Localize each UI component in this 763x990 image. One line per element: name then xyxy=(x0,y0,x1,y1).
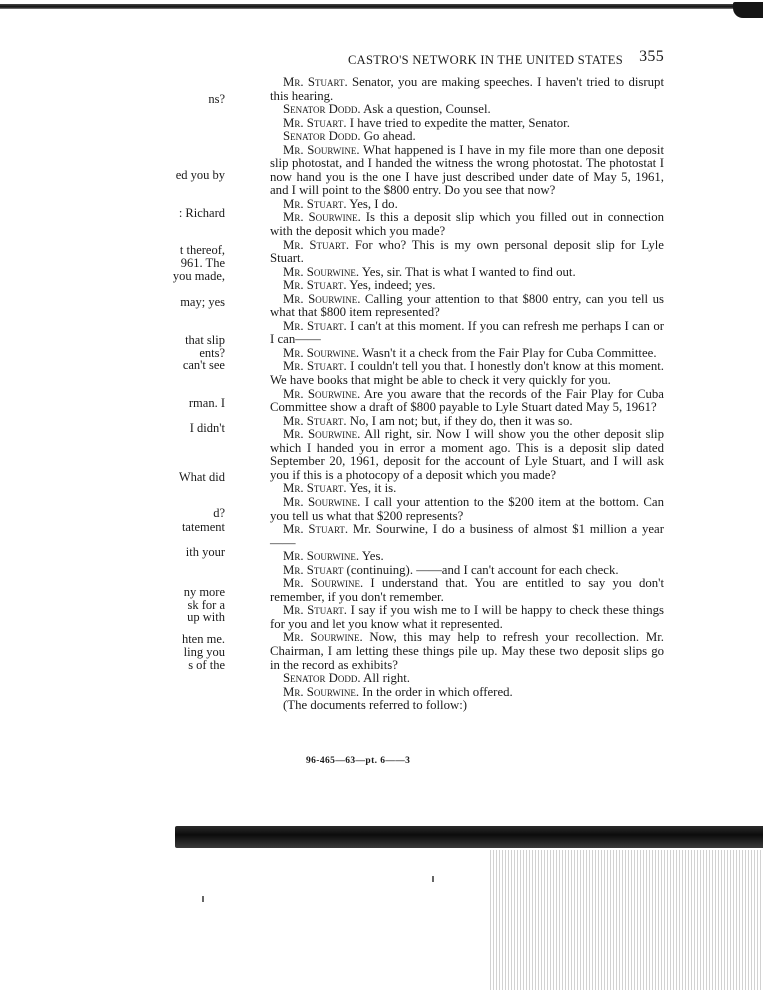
speech-text: No, I am not; but, if they do, then it was so. xyxy=(346,413,573,428)
speaker-name: Mr. Stuart xyxy=(283,562,344,577)
speaker-name: Mr. Stuart. xyxy=(283,413,347,428)
facing-page-fragment: s of the xyxy=(188,658,225,672)
transcript-paragraph xyxy=(270,604,664,631)
speech-text: (continuing). ——and I can't account for each check. xyxy=(343,562,619,577)
transcript-paragraph xyxy=(270,320,664,347)
transcript-paragraph xyxy=(270,266,664,280)
speech-text: Yes, indeed; yes. xyxy=(346,278,436,293)
speaker-name: Senator Dodd. xyxy=(283,129,361,144)
facing-page-fragment: that slip xyxy=(185,333,225,347)
speaker-name: Mr. Stuart. xyxy=(283,237,350,252)
facing-page-fragment: ny more xyxy=(183,585,225,599)
facing-page-fragment: ling you xyxy=(183,645,225,659)
speaker-name: Mr. Sourwine. xyxy=(283,549,360,564)
speech-text: Is this a deposit slip which you filled out in connection with the deposit which you made? xyxy=(270,210,665,239)
transcript-paragraph xyxy=(270,388,664,415)
speech-text: All right, sir. Now I will show you the other deposit slip which I handed you in error a moment ago. This is a deposit slip dated September 20, 1961, deposit for the account of Lyle Stuart, and I will ask you if this is a photocopy of a deposit which you made? xyxy=(270,427,665,482)
scan-bottom-band xyxy=(175,826,763,848)
speech-text: All right. xyxy=(360,671,411,686)
scan-corner-blot xyxy=(733,2,763,18)
facing-page-fragment: can't see xyxy=(182,358,225,372)
speech-text: Are you aware that the records of the Fair Play for Cuba Committee show a draft of $800 payable to Lyle Stuart dated May 5, 1961? xyxy=(270,386,664,415)
scan-top-rule xyxy=(0,4,740,9)
speech-text: Wasn't it a check from the Fair Play for Cuba Committee. xyxy=(359,345,657,360)
facing-page-fragment: ns? xyxy=(208,92,225,106)
speech-text: Yes. xyxy=(359,549,384,564)
speech-text: I can't at this moment. If you can refresh me perhaps I can or I can—— xyxy=(270,318,664,347)
speaker-name: Mr. Sourwine. xyxy=(283,427,361,442)
speech-text: I understand that. You are entitled to say you don't remember, if you don't remember. xyxy=(270,576,665,604)
running-title: CASTRO'S NETWORK IN THE UNITED STATES xyxy=(348,53,623,67)
speaker-name: Mr. Sourwine. xyxy=(283,494,361,509)
speaker-name: Mr. Sourwine. xyxy=(283,576,364,591)
transcript-paragraph xyxy=(270,103,664,117)
print-code: 96-465—63—pt. 6——3 xyxy=(306,756,411,766)
speaker-name: Mr. Stuart. xyxy=(283,278,347,293)
transcript-paragraph xyxy=(270,428,664,482)
speech-text: Ask a question, Counsel. xyxy=(360,102,491,117)
speech-text: Yes, sir. That is what I wanted to find out. xyxy=(359,264,576,279)
speaker-name: Mr. Stuart. xyxy=(283,196,347,211)
speaker-name: Mr. Stuart. xyxy=(283,359,347,374)
transcript-paragraph xyxy=(270,496,664,523)
facing-page-fragment: t thereof, xyxy=(179,243,225,257)
transcript-paragraph xyxy=(270,130,664,144)
speaker-name: Senator Dodd. xyxy=(283,102,361,117)
transcript-paragraph xyxy=(270,550,664,564)
speaker-name: Mr. Sourwine. xyxy=(283,264,360,279)
facing-page-fragment: I didn't xyxy=(189,421,225,435)
speech-text: Now, this may help to refresh your recollection. Mr. Chairman, I am letting these things pile up. May these two deposit slips go in the record as exhibits? xyxy=(270,630,664,672)
transcript-paragraph xyxy=(270,672,664,686)
speaker-name: Mr. Sourwine. xyxy=(283,386,361,401)
transcript-paragraph xyxy=(270,198,664,212)
facing-page-fragment: you made, xyxy=(172,269,225,283)
facing-page-fragment: 961. The xyxy=(180,256,225,270)
facing-page-fragment: rman. I xyxy=(188,396,225,410)
speaker-name: Mr. Stuart. xyxy=(283,318,347,333)
speech-text: I call your attention to the $200 item at the bottom. Can you tell us what that $200 represents? xyxy=(270,494,664,523)
scan-noise xyxy=(490,850,763,990)
transcript-paragraph xyxy=(270,686,664,700)
speech-text: Yes, I do. xyxy=(346,196,398,211)
scan-speck xyxy=(432,876,434,882)
speech-text: I say if you wish me to I will be happy to check these things for you and let you know what it represented. xyxy=(270,603,664,631)
speech-text: (The documents referred to follow:) xyxy=(283,698,468,713)
speech-text: In the order in which offered. xyxy=(359,684,513,699)
facing-page-fragment: d? xyxy=(213,506,225,520)
speech-text: For who? This is my own personal deposit slip for Lyle Stuart. xyxy=(270,237,664,266)
transcript-paragraph xyxy=(270,239,664,266)
transcript-paragraph xyxy=(270,577,664,604)
transcript-paragraph xyxy=(270,631,664,672)
hearing-transcript-body xyxy=(270,76,664,713)
speech-text: I couldn't tell you that. I honestly don't know at this moment. We have books that might be able to check it very quickly for you. xyxy=(270,359,664,388)
speech-text: Senator, you are making speeches. I haven't tried to disrupt this hearing. xyxy=(270,75,664,103)
speaker-name: Mr. Sourwine. xyxy=(283,291,361,306)
transcript-paragraph xyxy=(270,699,664,713)
facing-page-fragment: What did xyxy=(178,470,225,484)
transcript-paragraph xyxy=(270,482,664,496)
transcript-paragraph xyxy=(270,76,664,103)
speaker-name: Mr. Sourwine. xyxy=(283,345,360,360)
speech-text: Calling your attention to that $800 entry, can you tell us what that $800 item represented? xyxy=(270,291,664,320)
speaker-name: Mr. Sourwine. xyxy=(283,630,363,645)
facing-page-fragment: : Richard xyxy=(178,206,225,220)
transcript-paragraph xyxy=(270,279,664,293)
speech-text: What happened is I have in my file more than one deposit slip photostat, and I handed the witness the wrong photostat. The photostat I now hand you is the one I have just described under date of May 5, 1961, and I will point to the $800 entry. Do you see that now? xyxy=(270,142,664,198)
transcript-paragraph xyxy=(270,564,664,578)
transcript-paragraph xyxy=(270,415,664,429)
speech-text: Mr. Sourwine, I do a business of almost $1 million a year—— xyxy=(270,522,664,550)
transcript-paragraph xyxy=(270,211,664,238)
facing-page-fragment: up with xyxy=(187,610,225,624)
facing-page-fragment: tatement xyxy=(181,520,225,534)
transcript-paragraph xyxy=(270,293,664,320)
speaker-name: Mr. Stuart. xyxy=(283,115,347,130)
facing-page-fragment: ith your xyxy=(185,545,225,559)
facing-page-fragment: ents? xyxy=(199,346,225,360)
speaker-name: Mr. Stuart. xyxy=(283,75,348,89)
facing-page-fragment: sk for a xyxy=(187,598,225,612)
speech-text: I have tried to expedite the matter, Senator. xyxy=(346,115,570,130)
facing-page-fragment: hten me. xyxy=(181,632,225,646)
speech-text: Go ahead. xyxy=(360,129,416,144)
scan-speck xyxy=(202,896,204,902)
transcript-paragraph xyxy=(270,144,664,198)
page-number: 355 xyxy=(639,48,664,65)
facing-page-fragment: ed you by xyxy=(175,168,225,182)
speaker-name: Mr. Sourwine. xyxy=(283,684,360,699)
transcript-paragraph xyxy=(270,347,664,361)
speaker-name: Mr. Stuart. xyxy=(283,481,347,496)
speaker-name: Mr. Stuart. xyxy=(283,603,347,618)
transcript-paragraph xyxy=(270,523,664,550)
speaker-name: Mr. Sourwine. xyxy=(283,210,361,225)
page-header xyxy=(300,48,668,70)
speaker-name: Mr. Stuart. xyxy=(283,522,349,537)
speaker-name: Mr. Sourwine. xyxy=(283,142,360,157)
speech-text: Yes, it is. xyxy=(346,481,397,496)
transcript-paragraph xyxy=(270,117,664,131)
facing-page-fragment: may; yes xyxy=(180,295,225,309)
speaker-name: Senator Dodd. xyxy=(283,671,361,686)
transcript-paragraph xyxy=(270,360,664,387)
